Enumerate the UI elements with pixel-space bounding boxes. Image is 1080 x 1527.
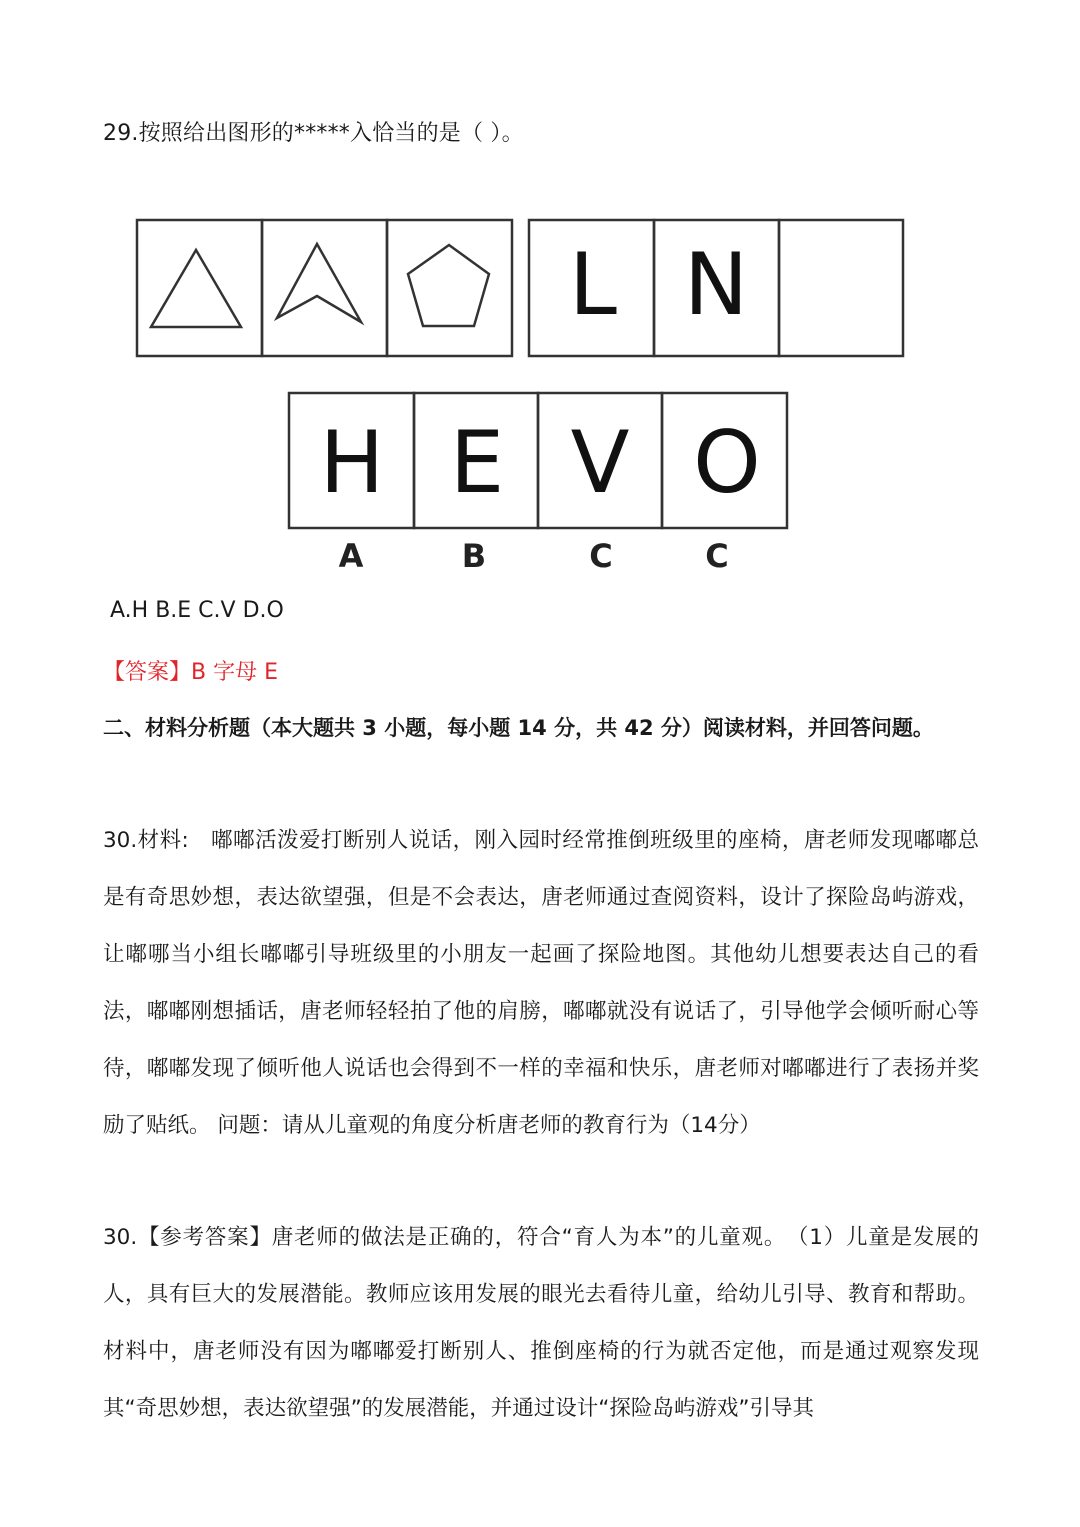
- question-30-material: 30.材料: 嘟嘟活泼爱打断别人说话，刚入园时经常推倒班级里的座椅，唐老师发现嘟嘟总是有奇思妙想，表达欲望强，但是不会表达，唐老师通过查阅资料，设计了探险岛屿游戏，让嘟哪当小组长嘟嘟引导班级里的小朋友一起画了探险地图。其他幼儿想要表达自己的看法，嘟嘟刚想插话，唐老师轻轻拍了他的肩膀，嘟嘟就没有说话了，引导他学会倾听耐心等待，嘟嘟发现了倾听他人说话也会得到不一样的幸福和快乐，唐老师对嘟嘟进行了表扬并奖励了贴纸。 问题：请从儿童观的角度分析唐老师的教育行为（14分）: [103, 828, 979, 1138]
- choice-label-a: A: [338, 537, 364, 575]
- letter-sequence-group: [529, 220, 903, 356]
- pentagon-icon: [408, 245, 489, 326]
- choice-label-b: B: [461, 537, 487, 575]
- choice-boxes-group: [289, 393, 787, 575]
- choice-label-c: C: [589, 537, 613, 575]
- question-29-title: 29.按照给出图形的*****入恰当的是（ ）。: [103, 121, 524, 146]
- choice-label-d: C: [705, 537, 729, 575]
- sequence-letter-1: L: [569, 235, 617, 335]
- sequence-letter-2: N: [683, 235, 749, 335]
- triangle-icon: [151, 250, 241, 327]
- question-29-figure: [0, 0, 1080, 600]
- section-2-heading: 二、材料分析题（本大题共 3 小题，每小题 14 分，共 42 分）阅读材料，并回答问题。: [103, 716, 934, 740]
- question-30-reference-answer: 30.【参考答案】唐老师的做法是正确的，符合“育人为本”的儿童观。 （1）儿童是发展的人，具有巨大的发展潜能。教师应该用发展的眼光去看待儿童，给幼儿引导、教育和帮助。材料中，唐老师没有因为嘟嘟爱打断别人、推倒座椅的行为就否定他，而是通过观察发现其“奇思妙想，表达欲望强”的发展潜能，并通过设计“探险岛屿游戏”引导其: [103, 1225, 979, 1421]
- choice-letter-c: V: [570, 413, 630, 513]
- shape-sequence-group: [137, 220, 512, 356]
- question-29-options: A.H B.E C.V D.O: [110, 598, 284, 623]
- question-29-answer: 【答案】B 字母 E: [103, 660, 278, 685]
- arrowhead-icon: [277, 244, 361, 322]
- choice-letter-a: H: [319, 413, 385, 513]
- choice-letter-d: O: [693, 413, 761, 513]
- choice-letter-b: E: [449, 413, 505, 513]
